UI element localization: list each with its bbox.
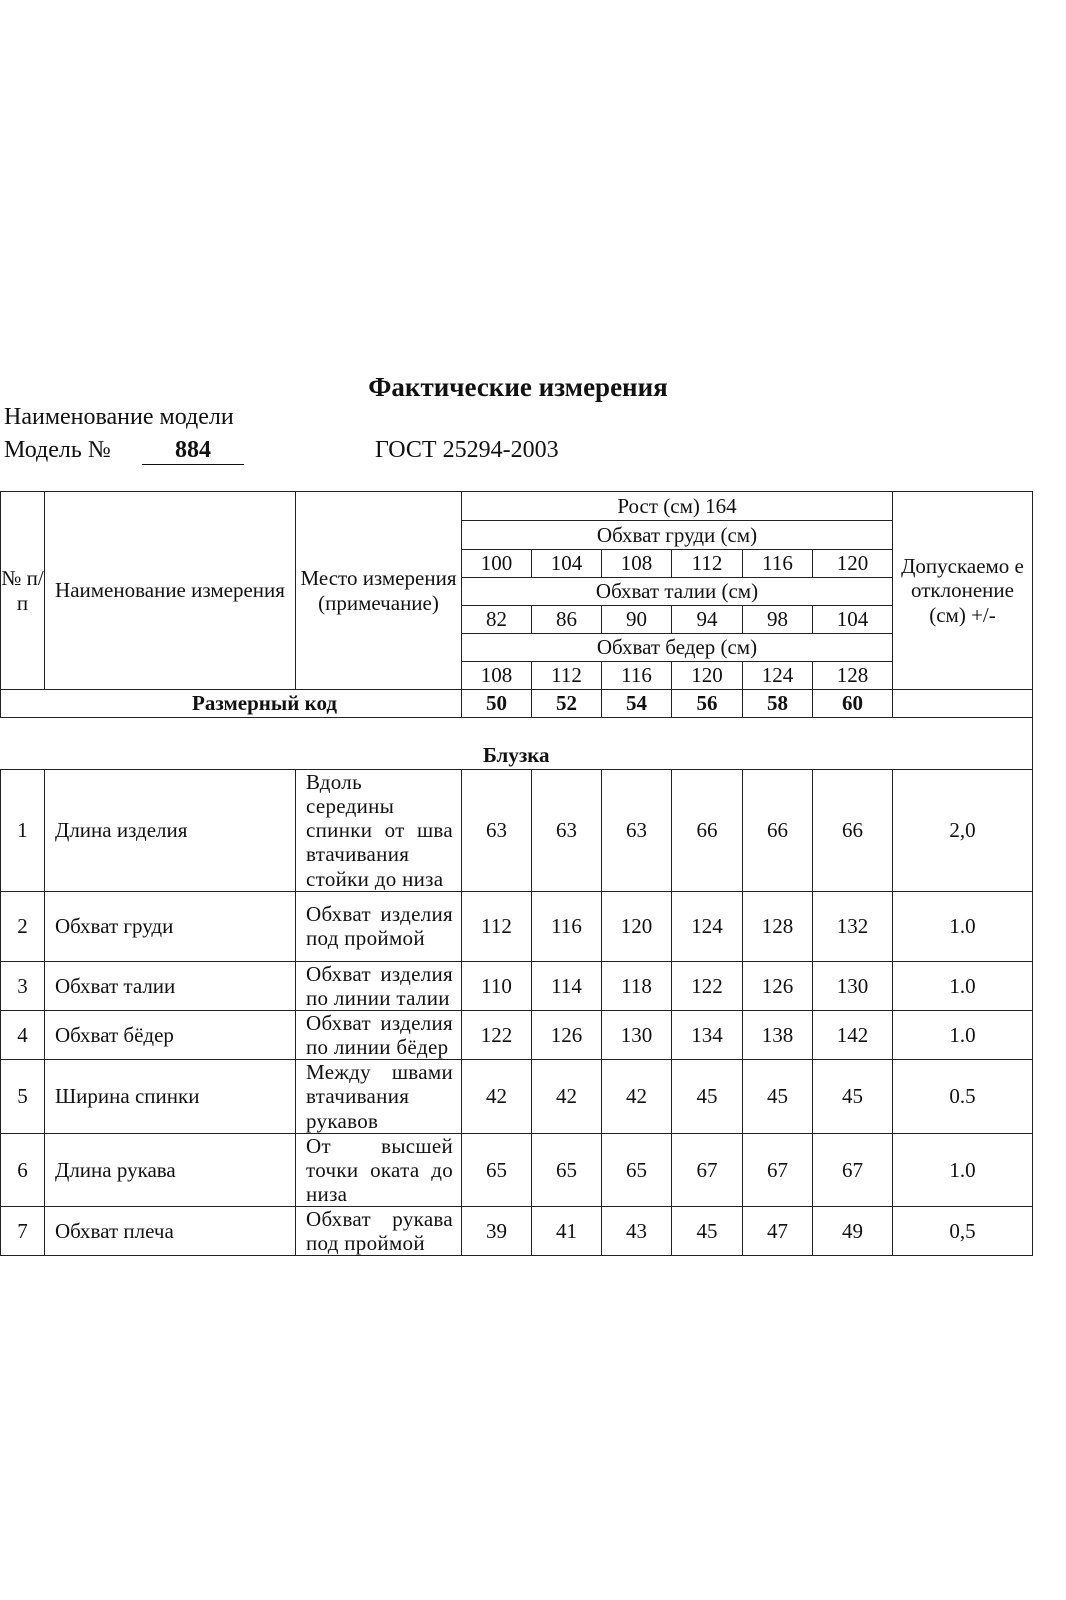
measurement-place: Обхват изделия по линии талии — [296, 961, 462, 1010]
row-number: 1 — [1, 770, 45, 892]
chest-size-value: 116 — [743, 550, 813, 578]
table-row — [1, 1133, 1033, 1206]
measurement-value: 66 — [672, 770, 743, 892]
row-number: 4 — [1, 1010, 45, 1059]
measurement-value: 67 — [813, 1133, 893, 1206]
measurement-value: 39 — [462, 1207, 532, 1256]
waist-size-value: 104 — [813, 606, 893, 634]
measurement-value: 118 — [602, 961, 672, 1010]
measurement-place: От высшей точки оката до низа — [296, 1133, 462, 1206]
row-number: 7 — [1, 1207, 45, 1256]
chest-header: Обхват груди (см) — [462, 521, 893, 550]
size-code-value: 58 — [743, 690, 813, 718]
hips-size-value: 128 — [813, 662, 893, 690]
measurement-name: Длина рукава — [45, 1133, 296, 1206]
measurement-value: 63 — [532, 770, 602, 892]
measurement-name: Длина изделия — [45, 770, 296, 892]
size-code-value: 54 — [602, 690, 672, 718]
measurement-value: 130 — [602, 1010, 672, 1059]
measurement-name: Обхват талии — [45, 961, 296, 1010]
hips-size-value: 108 — [462, 662, 532, 690]
measurement-value: 114 — [532, 961, 602, 1010]
table-row — [1, 961, 1033, 1010]
measurement-place: Обхват рукава под проймой — [296, 1207, 462, 1256]
page-title: Фактические измерения — [368, 372, 668, 402]
measurement-value: 130 — [813, 961, 893, 1010]
measurement-value: 45 — [813, 1060, 893, 1133]
model-number-label: Модель № — [4, 437, 111, 463]
table-row — [1, 891, 1033, 961]
section-label: Блузка — [1, 718, 1033, 770]
size-code-value: 50 — [462, 690, 532, 718]
waist-size-value: 94 — [672, 606, 743, 634]
model-name-label: Наименование модели — [4, 404, 234, 430]
measurement-place: Обхват изделия под проймой — [296, 891, 462, 961]
row-number: 3 — [1, 961, 45, 1010]
measurement-value: 134 — [672, 1010, 743, 1059]
measurement-value: 49 — [813, 1207, 893, 1256]
measurement-name: Ширина спинки — [45, 1060, 296, 1133]
measurement-name: Обхват плеча — [45, 1207, 296, 1256]
measurement-place: Обхват изделия по линии бёдер — [296, 1010, 462, 1059]
measurement-value: 116 — [532, 891, 602, 961]
chest-size-value: 100 — [462, 550, 532, 578]
col-place-header: Место измерения (примечание) — [296, 492, 462, 690]
measurement-value: 126 — [743, 961, 813, 1010]
waist-size-value: 86 — [532, 606, 602, 634]
col-no-header: № п/ п — [1, 492, 45, 690]
measurement-value: 43 — [602, 1207, 672, 1256]
measurement-value: 122 — [672, 961, 743, 1010]
measurement-value: 120 — [602, 891, 672, 961]
hips-size-value: 120 — [672, 662, 743, 690]
measurement-value: 45 — [743, 1060, 813, 1133]
measurement-value: 42 — [602, 1060, 672, 1133]
size-code-tolerance-cell — [893, 690, 1033, 718]
tolerance-value: 0.5 — [893, 1060, 1033, 1133]
size-code-value: 60 — [813, 690, 893, 718]
measurement-value: 122 — [462, 1010, 532, 1059]
measurement-name: Обхват бёдер — [45, 1010, 296, 1059]
measurement-value: 41 — [532, 1207, 602, 1256]
chest-size-value: 108 — [602, 550, 672, 578]
measurement-value: 132 — [813, 891, 893, 961]
hips-header: Обхват бедер (см) — [462, 634, 893, 662]
tolerance-value: 1.0 — [893, 961, 1033, 1010]
table-row — [1, 1010, 1033, 1059]
tolerance-value: 1.0 — [893, 1010, 1033, 1059]
measurement-value: 45 — [672, 1207, 743, 1256]
measurement-value: 63 — [462, 770, 532, 892]
tolerance-value: 0,5 — [893, 1207, 1033, 1256]
measurement-value: 142 — [813, 1010, 893, 1059]
measurement-value: 126 — [532, 1010, 602, 1059]
col-tolerance-header: Допускаемо е отклонение (см) +/- — [893, 492, 1033, 690]
measurements-table — [0, 491, 1033, 1256]
chest-size-value: 120 — [813, 550, 893, 578]
measurement-value: 66 — [743, 770, 813, 892]
model-number: 884 — [142, 437, 244, 465]
measurement-value: 42 — [462, 1060, 532, 1133]
waist-size-value: 90 — [602, 606, 672, 634]
measurement-value: 124 — [672, 891, 743, 961]
measurement-value: 112 — [462, 891, 532, 961]
tolerance-value: 1.0 — [893, 1133, 1033, 1206]
measurement-value: 67 — [743, 1133, 813, 1206]
size-code-label: Размерный код — [1, 690, 462, 718]
measurement-place: Между швами втачивания рукавов — [296, 1060, 462, 1133]
measurement-value: 110 — [462, 961, 532, 1010]
measurement-place: Вдоль середины спинки от шва втачивания стойки до низа — [296, 770, 462, 892]
size-code-value: 56 — [672, 690, 743, 718]
standard-label: ГОСТ 25294-2003 — [375, 437, 559, 463]
col-name-header: Наименование измерения — [45, 492, 296, 690]
measurement-value: 66 — [813, 770, 893, 892]
tolerance-value: 1.0 — [893, 891, 1033, 961]
waist-header: Обхват талии (см) — [462, 578, 893, 606]
hips-size-value: 112 — [532, 662, 602, 690]
waist-size-value: 98 — [743, 606, 813, 634]
row-number: 2 — [1, 891, 45, 961]
hips-size-value: 124 — [743, 662, 813, 690]
chest-size-value: 104 — [532, 550, 602, 578]
measurement-value: 67 — [672, 1133, 743, 1206]
measurement-value: 45 — [672, 1060, 743, 1133]
tolerance-value: 2,0 — [893, 770, 1033, 892]
measurement-value: 42 — [532, 1060, 602, 1133]
measurement-value: 65 — [462, 1133, 532, 1206]
hips-size-value: 116 — [602, 662, 672, 690]
measurement-name: Обхват груди — [45, 891, 296, 961]
measurement-value: 65 — [532, 1133, 602, 1206]
table-row — [1, 770, 1033, 892]
row-number: 6 — [1, 1133, 45, 1206]
measurement-value: 138 — [743, 1010, 813, 1059]
row-number: 5 — [1, 1060, 45, 1133]
chest-size-value: 112 — [672, 550, 743, 578]
measurement-value: 65 — [602, 1133, 672, 1206]
height-header: Рост (см) 164 — [462, 492, 893, 521]
size-code-value: 52 — [532, 690, 602, 718]
table-row — [1, 1060, 1033, 1133]
waist-size-value: 82 — [462, 606, 532, 634]
table-row — [1, 1207, 1033, 1256]
measurement-value: 47 — [743, 1207, 813, 1256]
measurement-value: 63 — [602, 770, 672, 892]
measurement-value: 128 — [743, 891, 813, 961]
